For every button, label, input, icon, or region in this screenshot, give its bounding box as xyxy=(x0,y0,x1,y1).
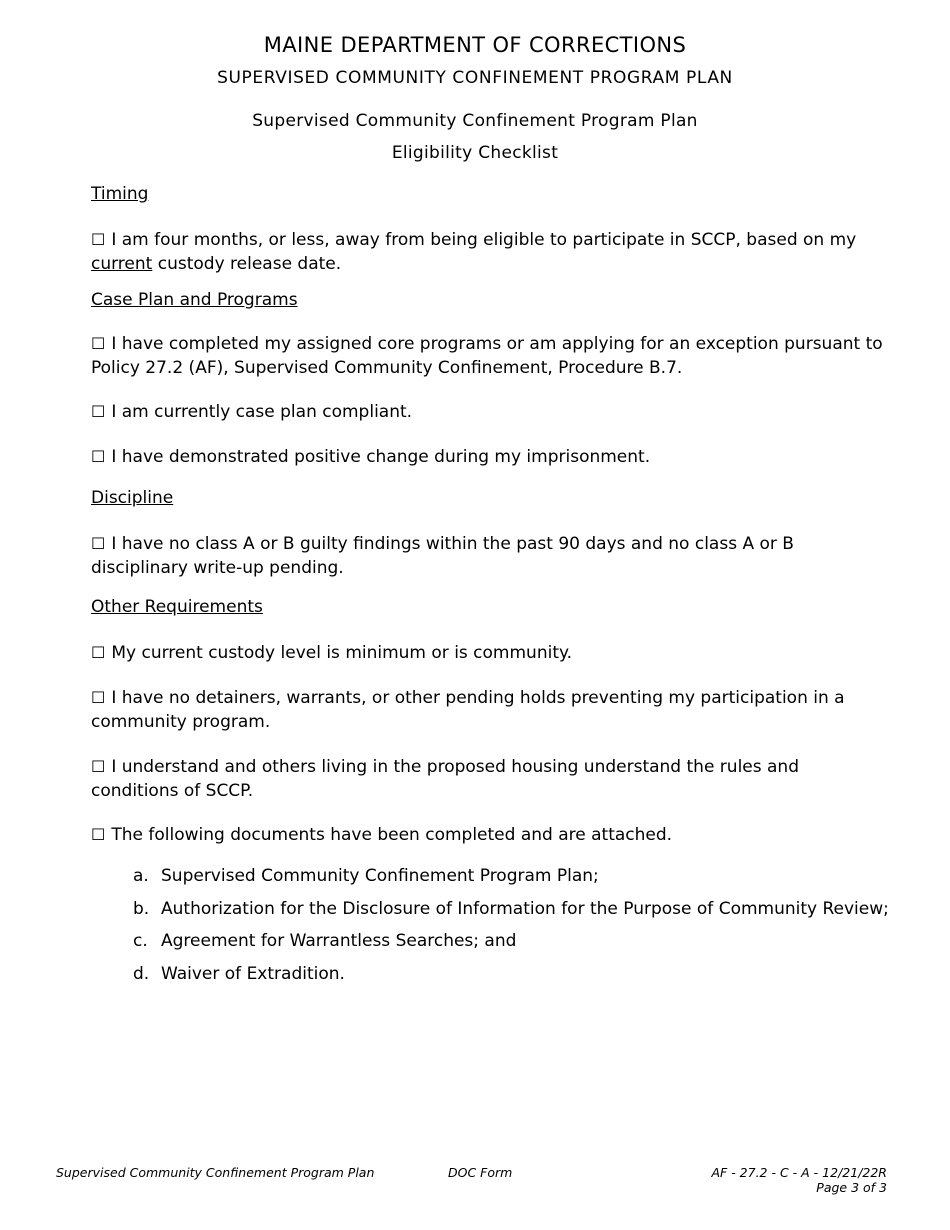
checkbox-icon[interactable]: ☐ xyxy=(91,534,106,553)
required-documents-list xyxy=(133,864,889,994)
list-letter: a. xyxy=(133,866,149,886)
checkbox-icon[interactable]: ☐ xyxy=(91,334,106,353)
section-heading-case-plan: Case Plan and Programs xyxy=(91,290,298,310)
item-text: I have no class A or B guilty findings within the past 90 days and no class A or B disciplinary write-up pending. xyxy=(91,534,794,578)
checkbox-icon[interactable]: ☐ xyxy=(91,757,106,776)
section-heading-other: Other Requirements xyxy=(91,597,263,617)
checklist-item-documents-attached xyxy=(91,823,891,847)
item-text-underlined: current xyxy=(91,254,153,274)
checkbox-icon[interactable]: ☐ xyxy=(91,825,106,844)
footer-form-name: Supervised Community Confinement Program Plan xyxy=(56,1165,375,1180)
checklist-item-no-findings xyxy=(91,532,891,580)
checklist-item-case-plan-compliant xyxy=(91,400,891,424)
footer-form-number: AF - 27.2 - C - A - 12/21/22R xyxy=(711,1165,887,1180)
list-item-text: Agreement for Warrantless Searches; and xyxy=(161,931,517,951)
agency-title: MAINE DEPARTMENT OF CORRECTIONS xyxy=(263,33,687,57)
item-text: I am four months, or less, away from being eligible to participate in SCCP, based on my xyxy=(111,230,857,250)
program-title: SUPERVISED COMMUNITY CONFINEMENT PROGRAM PLAN xyxy=(217,68,733,88)
item-text: I have no detainers, warrants, or other pending holds preventing my participation in a community program. xyxy=(91,688,845,732)
section-heading-timing: Timing xyxy=(91,184,149,204)
list-item-text: Supervised Community Confinement Program Plan; xyxy=(161,866,599,886)
section-heading-discipline: Discipline xyxy=(91,488,174,508)
checklist-item-timing xyxy=(91,228,891,276)
form-title: Supervised Community Confinement Program Plan xyxy=(252,111,698,131)
item-text: I have demonstrated positive change during my imprisonment. xyxy=(111,447,651,467)
list-item-text: Authorization for the Disclosure of Information for the Purpose of Community Review; xyxy=(161,898,889,919)
item-text: My current custody level is minimum or is community. xyxy=(111,643,573,663)
checkbox-icon[interactable]: ☐ xyxy=(91,447,106,466)
checklist-item-understand-rules xyxy=(91,755,891,803)
checklist-item-no-detainers xyxy=(91,686,891,734)
list-item xyxy=(133,929,889,962)
footer-right xyxy=(711,1165,887,1195)
list-letter: c. xyxy=(133,931,148,951)
form-subtitle: Eligibility Checklist xyxy=(391,143,559,163)
item-text: I am currently case plan compliant. xyxy=(111,402,413,422)
checklist-item-positive-change xyxy=(91,445,891,469)
item-text: The following documents have been completed and are attached. xyxy=(111,825,673,845)
item-text: I understand and others living in the proposed housing understand the rules and conditions of SCCP. xyxy=(91,757,799,801)
checkbox-icon[interactable]: ☐ xyxy=(91,402,106,421)
checklist-item-core-programs xyxy=(91,332,891,380)
list-letter: d. xyxy=(133,963,150,984)
checkbox-icon[interactable]: ☐ xyxy=(91,230,106,249)
list-letter: b. xyxy=(133,898,150,919)
checkbox-icon[interactable]: ☐ xyxy=(91,643,106,662)
footer-page-number: Page 3 of 3 xyxy=(816,1180,887,1195)
item-text: custody release date. xyxy=(152,254,342,274)
list-item xyxy=(133,897,889,930)
checkbox-icon[interactable]: ☐ xyxy=(91,688,106,707)
item-text: I have completed my assigned core programs or am applying for an exception pursuant to Policy 27.2 (AF), Supervised Community Confinement, Procedure B.7. xyxy=(91,334,883,378)
list-item xyxy=(133,962,889,995)
checklist-item-custody-level xyxy=(91,641,891,665)
list-item-text: Waiver of Extradition. xyxy=(161,963,345,984)
list-item xyxy=(133,864,889,897)
footer-doc-form: DOC Form xyxy=(448,1165,513,1180)
